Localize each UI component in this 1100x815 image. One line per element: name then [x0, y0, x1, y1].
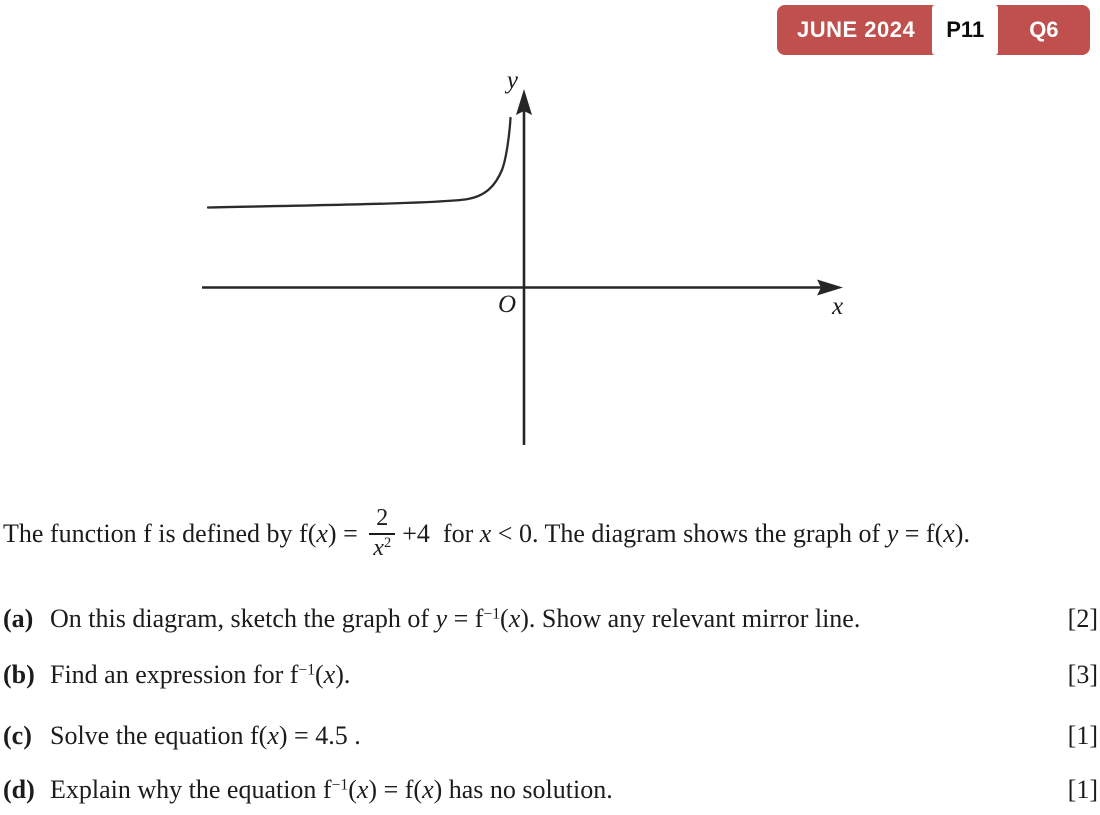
part-text: Explain why the equation $f^{-1}(x) = f(x)$ has no solution.	[50, 775, 613, 804]
fraction: $\frac{2}{x^2}$	[369, 506, 395, 562]
question-part-b	[3, 660, 1100, 700]
part-text: Solve the equation f(x) = 4.5 .	[50, 721, 361, 750]
marks-badge: [1]	[1067, 721, 1098, 750]
badge-question-label: Q6	[1029, 17, 1059, 42]
function-graph-diagram	[0, 0, 900, 470]
x-axis-label: x	[832, 293, 844, 320]
badge-paper-label: P11	[932, 5, 998, 55]
part-label: (c)	[3, 721, 32, 750]
badge-session-label: JUNE 2024	[797, 17, 916, 42]
question-part-c	[3, 721, 1100, 761]
part-label: (d)	[3, 775, 35, 804]
part-text: On this diagram, sketch the graph of $y = f^{-1}(x)$. Show any relevant mirror line.	[50, 604, 861, 633]
part-text: Find an expression for $f^{-1}(x)$.	[50, 660, 351, 689]
marks-badge: [1]	[1067, 775, 1098, 804]
y-axis-label: y	[506, 67, 518, 94]
marks-badge: [2]	[1067, 604, 1098, 633]
marks-badge: [3]	[1067, 660, 1098, 689]
part-label: (b)	[3, 660, 35, 689]
part-label: (a)	[3, 604, 34, 633]
question-part-a	[3, 604, 1100, 644]
problem-statement: The function f is defined by f( x ) = $\frac{2}{x^2}$ +4 for x < 0. The diagram shows the graph of y = f( x ).	[3, 505, 970, 561]
origin-label: O	[497, 291, 516, 318]
curve-y-equals-f-of-x	[208, 118, 511, 208]
question-part-d	[3, 775, 1100, 815]
